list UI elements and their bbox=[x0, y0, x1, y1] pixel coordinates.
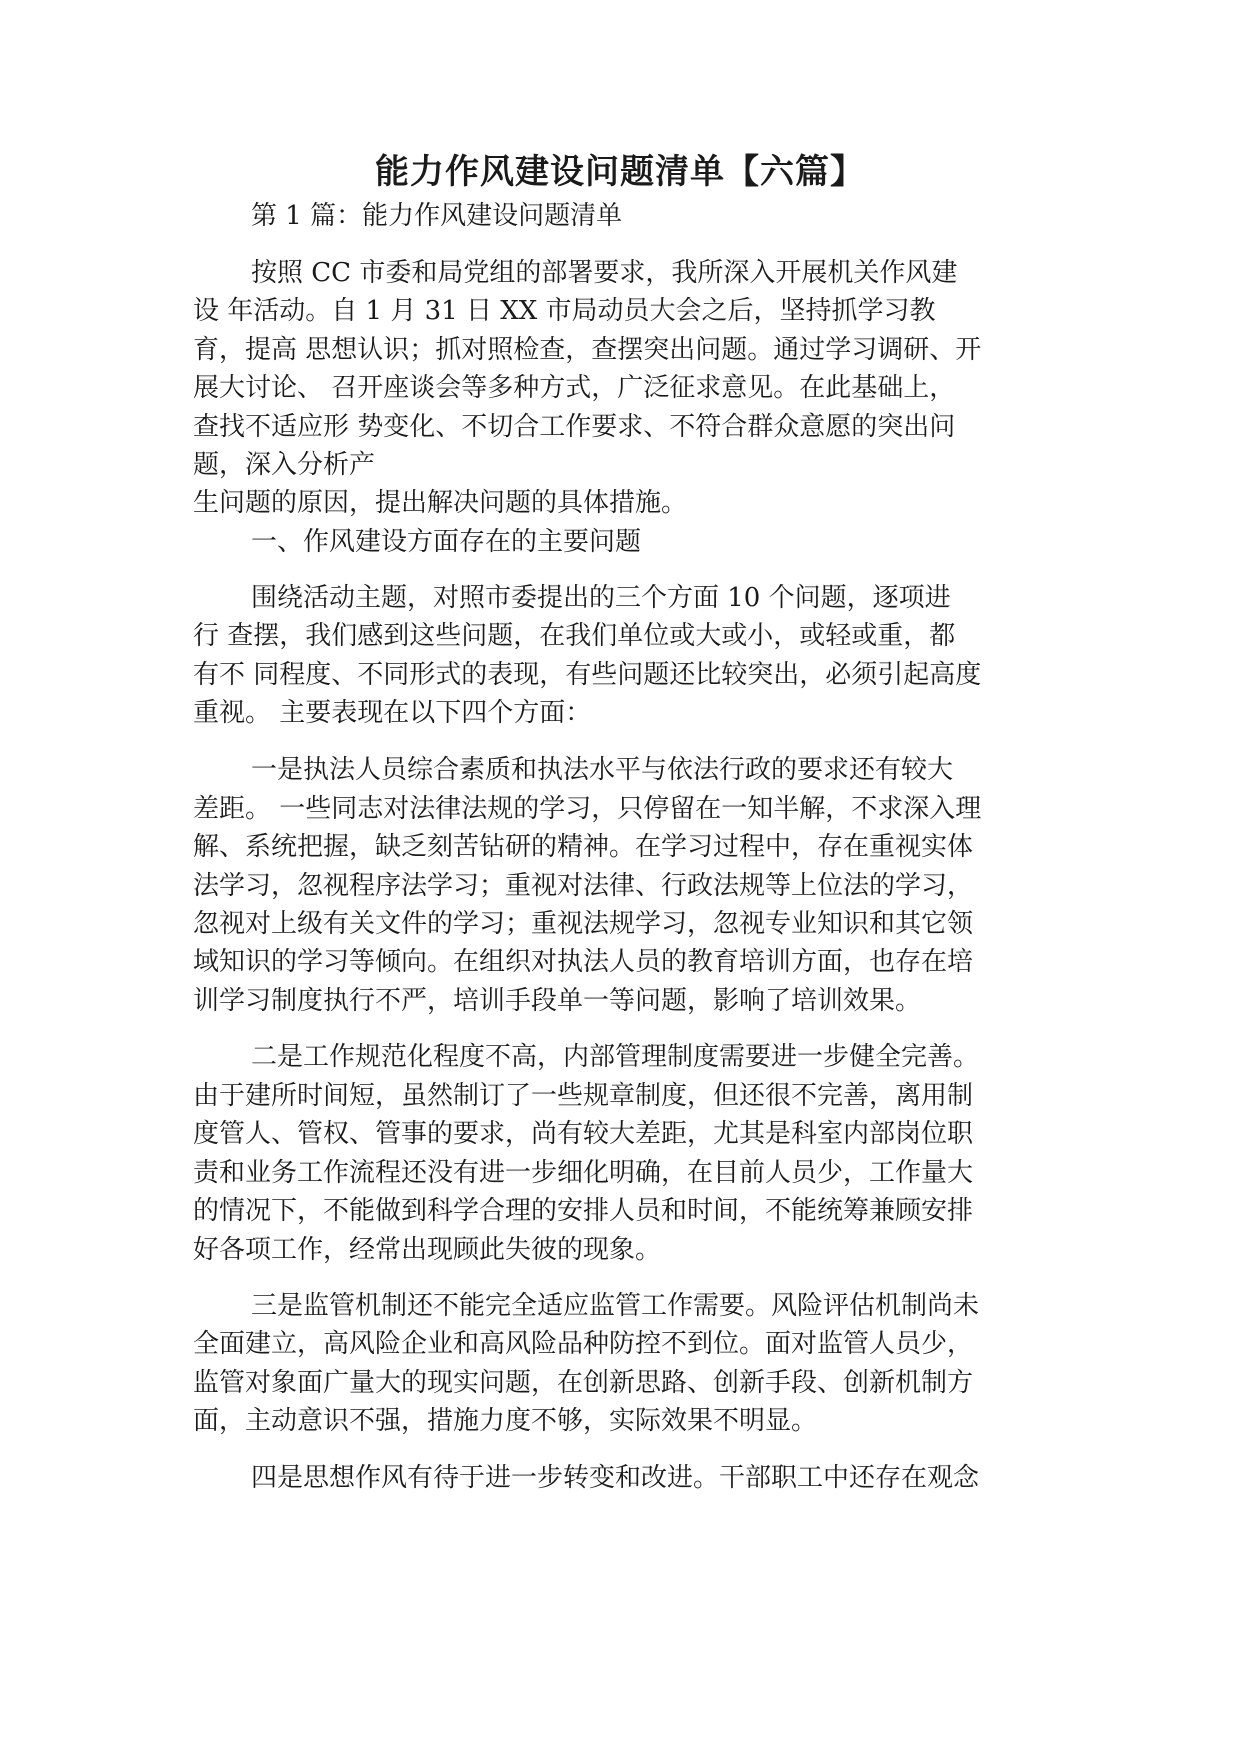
text-line: 四是思想作风有待于进一步转变和改进。干部职工中还存在观念 bbox=[251, 1463, 980, 1493]
text-line: 的情况下，不能做到科学合理的安排人员和时间，不能统筹兼顾安排 bbox=[193, 1196, 974, 1226]
text-line: 忽视对上级有关文件的学习；重视法规学习，忽视专业知识和其它领 bbox=[193, 909, 974, 939]
section-heading-1: 第 1 篇：能力作风建设问题清单 bbox=[251, 201, 623, 231]
text-line: 查找不适应形 势变化、不切合工作要求、不符合群众意愿的突出问 bbox=[193, 412, 956, 442]
text-line: 设 年活动。自 1 月 31 日 XX 市局动员大会之后，坚持抓学习教 bbox=[193, 296, 936, 326]
text-line: 生问题的原因，提出解决问题的具体措施。 bbox=[193, 488, 688, 518]
text-line: 责和业务工作流程还没有进一步细化明确，在目前人员少，工作量大 bbox=[193, 1158, 974, 1188]
text-line: 法学习，忽视程序法学习；重视对法律、行政法规等上位法的学习， bbox=[193, 871, 974, 901]
text-line: 三是监管机制还不能完全适应监管工作需要。风险评估机制尚未 bbox=[251, 1291, 980, 1321]
text-line: 度管人、管权、管事的要求，尚有较大差距，尤其是科室内部岗位职 bbox=[193, 1119, 974, 1149]
text-line: 行 查摆，我们感到这些问题，在我们单位或大或小，或轻或重，都 bbox=[193, 621, 956, 651]
document-title: 能力作风建设问题清单【六篇】 bbox=[375, 152, 865, 192]
subsection-heading: 一、作风建设方面存在的主要问题 bbox=[251, 527, 642, 557]
text-line: 二是工作规范化程度不高，内部管理制度需要进一步健全完善。 bbox=[251, 1042, 980, 1072]
text-line: 监管对象面广量大的现实问题，在创新思路、创新手段、创新机制方 bbox=[193, 1368, 974, 1398]
text-line: 全面建立，高风险企业和高风险品种防控不到位。面对监管人员少， bbox=[193, 1329, 974, 1359]
text-line: 围绕活动主题，对照市委提出的三个方面 10 个问题，逐项进 bbox=[251, 583, 951, 613]
text-line: 按照 CC 市委和局党组的部署要求，我所深入开展机关作风建 bbox=[251, 258, 958, 288]
text-line: 面，主动意识不强，措施力度不够，实际效果不明显。 bbox=[193, 1406, 818, 1436]
text-line: 由于建所时间短，虽然制订了一些规章制度，但还很不完善，离用制 bbox=[193, 1081, 974, 1111]
text-line: 一是执法人员综合素质和执法水平与依法行政的要求还有较大 bbox=[251, 755, 954, 785]
text-line: 重视。 主要表现在以下四个方面： bbox=[193, 698, 592, 728]
text-line: 有不 同程度、不同形式的表现，有些问题还比较突出，必须引起高度 bbox=[193, 660, 982, 690]
text-line: 好各项工作，经常出现顾此失彼的现象。 bbox=[193, 1235, 662, 1265]
text-line: 展大讨论、 召开座谈会等多种方式，广泛征求意见。在此基础上， bbox=[193, 373, 956, 403]
text-line: 育，提高 思想认识；抓对照检查，查摆突出问题。通过学习调研、开 bbox=[193, 335, 982, 365]
text-line: 域知识的学习等倾向。在组织对执法人员的教育培训方面，也存在培 bbox=[193, 947, 974, 977]
text-line: 解、系统把握，缺乏刻苦钻研的精神。在学习过程中，存在重视实体 bbox=[193, 832, 974, 862]
text-line: 差距。 一些同志对法律法规的学习，只停留在一知半解，不求深入理 bbox=[193, 794, 982, 824]
text-line: 题，深入分析产 bbox=[193, 450, 376, 480]
text-line: 训学习制度执行不严，培训手段单一等问题，影响了培训效果。 bbox=[193, 986, 922, 1016]
